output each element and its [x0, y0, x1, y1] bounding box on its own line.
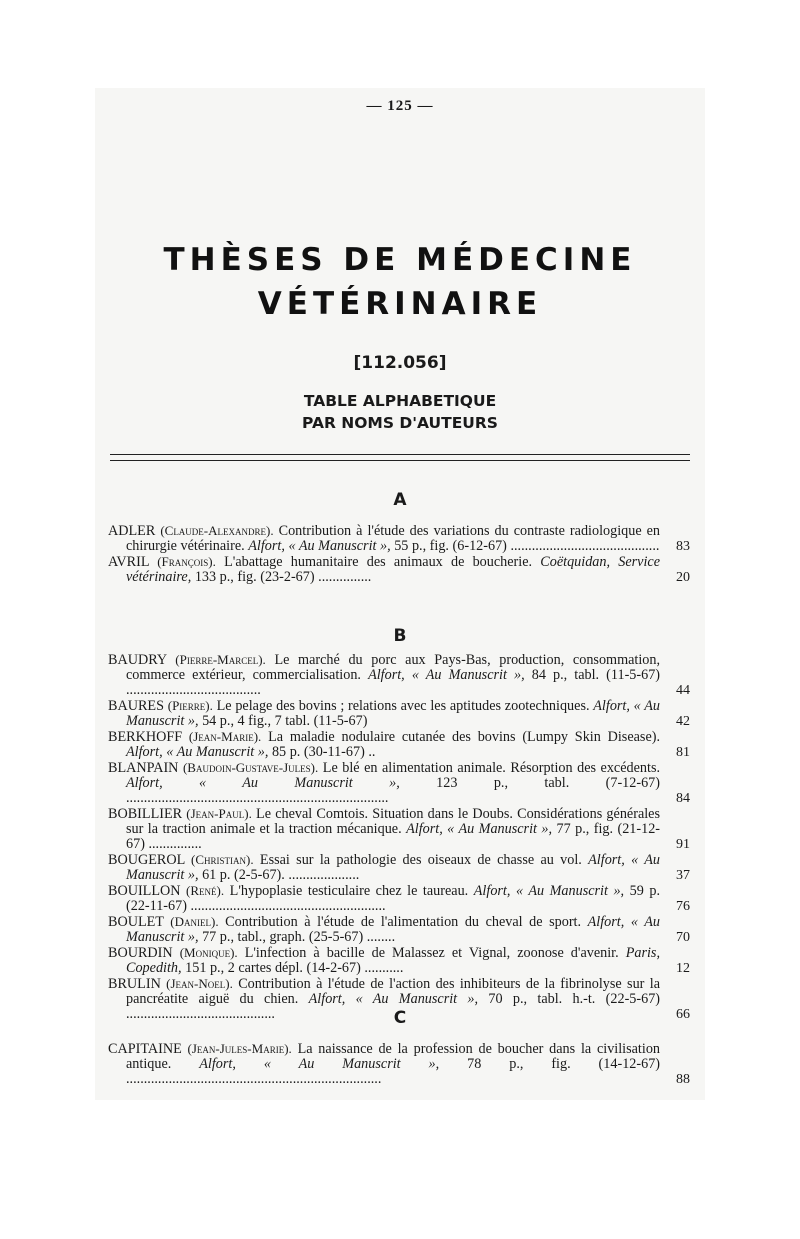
publisher: Coëtquidan, Service vétérinaire, [126, 554, 660, 585]
thesis-title: Contribution à l'étude des variations du contraste radiologique en chirurgie vétérinaire. [126, 523, 661, 554]
details: 123 p., tabl. (7-12-67) .......................................................................... [126, 775, 660, 806]
thesis-title: Le cheval Comtois. Situation dans le Doubs. Considérations générales sur la traction animale et la traction mécanique. [126, 806, 660, 837]
thesis-title: L'abattage humanitaire des animaux de boucherie. [224, 554, 533, 570]
details: 54 p., 4 fig., 7 tabl. (11-5-67) [202, 713, 368, 729]
details: 55 p., fig. (6-12-67) .......................................... [394, 538, 660, 554]
details: 151 p., 2 cartes dépl. (14-2-67) ........... [185, 960, 404, 976]
entry: ADLER (Claude-Alexandre). Contribution à l'étude des variations du contraste radiologique en chirurgie vétérinaire. Alfort, « Au Manuscrit », 55 p., fig. (6-12-67) .......................................... 83 [108, 523, 690, 554]
details: 85 p. (30-11-67) .. [271, 744, 376, 760]
thesis-title: Contribution à l'étude de l'alimentation du cheval de sport. [225, 914, 582, 930]
publisher: Paris, Copedith, [126, 945, 660, 976]
entry: BAURES (Pierre). Le pelage des bovins ; relations avec les aptitudes zootechniques. Alfort, « Au Manuscrit », 54 p., 4 fig., 7 tabl. (11-5-67) 42 [108, 698, 690, 729]
author-surname: AVRIL [108, 554, 149, 570]
section-letter-b: B [393, 626, 407, 646]
thesis-title: Contribution à l'étude de l'action des inhibiteurs de la fibrinolyse sur la pancréatite aiguë du chien. [126, 976, 660, 1007]
entry: BRULIN (Jean-Noel). Contribution à l'étude de l'action des inhibiteurs de la fibrinolyse sur la pancréatite aiguë du chien. Alfort, « Au Manuscrit », 70 p., tabl. h.-t. (22-5-67) .......................................... 66 [108, 976, 690, 1022]
author-surname: BAURES [108, 698, 164, 714]
section-code: [112.056] [353, 353, 447, 373]
author-firstname: (Monique). [179, 945, 238, 960]
entry: AVRIL (François). L'abattage humanitaire des animaux de boucherie. Coëtquidan, Service vétérinaire, 133 p., fig. (23-2-67) ............... 20 [108, 554, 690, 585]
author-surname: CAPITAINE [108, 1041, 182, 1057]
publisher: Alfort, « Au Manuscrit », [126, 744, 269, 760]
section-letter-c: C [393, 1008, 407, 1028]
thesis-title: Essai sur la pathologie des oiseaux de chasse au vol. [259, 852, 582, 868]
entry: BLANPAIN (Baudoin-Gustave-Jules). Le blé en alimentation animale. Résorption des excédents. Alfort, « Au Manuscrit », 123 p., tabl. (7-12-67) .......................................................................... 84 [108, 760, 690, 806]
author-surname: BERKHOFF [108, 729, 183, 745]
subtitle-line-1: TABLE ALPHABETIQUE [303, 392, 497, 410]
author-firstname: (Claude-Alexandre). [160, 523, 274, 538]
author-surname: BRULIN [108, 976, 161, 992]
thesis-title: Le marché du porc aux Pays-Bas, production, consommation, commerce extérieur, commercialisation. [126, 652, 661, 683]
author-surname: BOULET [108, 914, 164, 930]
publisher: Alfort, « Au Manuscrit », [126, 852, 661, 883]
publisher: Alfort, « Au Manuscrit », [126, 698, 661, 729]
details: 61 p. (2-5-67). .................... [202, 867, 360, 883]
thesis-title: La maladie nodulaire cutanée des bovins (Lumpy Skin Disease). [268, 729, 661, 745]
details: 133 p., fig. (23-2-67) ............... [194, 569, 372, 585]
author-firstname: (Jean-Noel). [166, 976, 233, 991]
double-rule [110, 454, 690, 461]
section-b-entries [108, 652, 694, 1022]
publisher: Alfort, « Au Manuscrit », [199, 1056, 440, 1072]
author-surname: BOUILLON [108, 883, 181, 899]
publisher: Alfort, « Au Manuscrit », [308, 991, 479, 1007]
details: 77 p., fig. (21-12-67) ............... [126, 821, 661, 852]
entry: BERKHOFF (Jean-Marie). La maladie nodulaire cutanée des bovins (Lumpy Skin Disease). Alfort, « Au Manuscrit », 85 p. (30-11-67) .. 81 [108, 729, 690, 760]
author-firstname: (Daniel). [170, 914, 219, 929]
details: 84 p., tabl. (11-5-67) ...................................... [126, 667, 661, 698]
section-a-entries [108, 523, 694, 585]
details: 78 p., fig. (14-12-67) ........................................................................ [126, 1056, 661, 1087]
entry: BOUILLON (René). L'hypoplasie testiculaire chez le taureau. Alfort, « Au Manuscrit », 59 p. (22-11-67) ....................................................... 76 [108, 883, 690, 914]
author-surname: BOUGEROL [108, 852, 185, 868]
document-page [95, 88, 705, 1100]
title-line-2: VÉTÉRINAIRE [257, 286, 543, 322]
details: 59 p. (22-11-67) ....................................................... [126, 883, 660, 914]
entry: CAPITAINE (Jean-Jules-Marie). La naissance de la profession de boucher dans la civilisation antique. Alfort, « Au Manuscrit », 78 p., fig. (14-12-67) ........................................................................ 88 [108, 1041, 690, 1087]
author-firstname: (Baudoin-Gustave-Jules). [182, 760, 319, 775]
publisher: Alfort, « Au Manuscrit », [248, 538, 391, 554]
thesis-title: L'infection à bacille de Malassez et Vignal, zoonose d'avenir. [244, 945, 619, 961]
author-firstname: (Pierre). [167, 698, 213, 713]
thesis-title: L'hypoplasie testiculaire chez le taureau. [229, 883, 469, 899]
publisher: Alfort, « Au Manuscrit », [406, 821, 553, 837]
thesis-title: Le blé en alimentation animale. Résorption des excédents. [322, 760, 661, 776]
thesis-title: La naissance de la profession de boucher dans la civilisation antique. [126, 1041, 661, 1072]
title-line-1: THÈSES DE MÉDECINE [163, 242, 637, 278]
author-firstname: (Jean-Paul). [186, 806, 252, 821]
author-firstname: (Jean-Marie). [188, 729, 262, 744]
author-surname: BAUDRY [108, 652, 167, 668]
author-firstname: (Pierre-Marcel). [175, 652, 266, 667]
thesis-title: Le pelage des bovins ; relations avec les aptitudes zootechniques. [216, 698, 590, 714]
author-surname: ADLER [108, 523, 156, 539]
author-firstname: (René). [186, 883, 225, 898]
entry: BOURDIN (Monique). L'infection à bacille de Malassez et Vignal, zoonose d'avenir. Paris, Copedith, 151 p., 2 cartes dépl. (14-2-67) ........... 12 [108, 945, 690, 976]
entry: BOBILLIER (Jean-Paul). Le cheval Comtois. Situation dans le Doubs. Considérations générales sur la traction animale et la traction mécanique. Alfort, « Au Manuscrit », 77 p., fig. (21-12-67) ............... 91 [108, 806, 690, 852]
author-surname: BOURDIN [108, 945, 173, 961]
subtitle-line-2: PAR NOMS D'AUTEURS [302, 414, 498, 432]
publisher: Alfort, « Au Manuscrit », [368, 667, 525, 683]
author-surname: BLANPAIN [108, 760, 179, 776]
author-firstname: (François). [157, 554, 216, 569]
page-number: — 125 — [366, 98, 434, 114]
entry: BOULET (Daniel). Contribution à l'étude de l'alimentation du cheval de sport. Alfort, « Au Manuscrit », 77 p., tabl., graph. (25-5-67) ........ 70 [108, 914, 690, 945]
section-c-entries [108, 1041, 694, 1087]
author-surname: BOBILLIER [108, 806, 183, 822]
entry: BOUGEROL (Christian). Essai sur la pathologie des oiseaux de chasse au vol. Alfort, « Au Manuscrit », 61 p. (2-5-67). .................... 37 [108, 852, 690, 883]
details: 77 p., tabl., graph. (25-5-67) ........ [202, 929, 396, 945]
details: 70 p., tabl. h.-t. (22-5-67) .......................................... [126, 991, 661, 1022]
author-firstname: (Jean-Jules-Marie). [187, 1041, 292, 1056]
publisher: Alfort, « Au Manuscrit », [126, 775, 400, 791]
entry: BAUDRY (Pierre-Marcel). Le marché du porc aux Pays-Bas, production, consommation, commerce extérieur, commercialisation. Alfort, « Au Manuscrit », 84 p., tabl. (11-5-67) ...................................... 44 [108, 652, 690, 698]
publisher: Alfort, « Au Manuscrit », [126, 914, 661, 945]
author-firstname: (Christian). [191, 852, 254, 867]
section-letter-a: A [393, 490, 407, 510]
publisher: Alfort, « Au Manuscrit », [473, 883, 625, 899]
